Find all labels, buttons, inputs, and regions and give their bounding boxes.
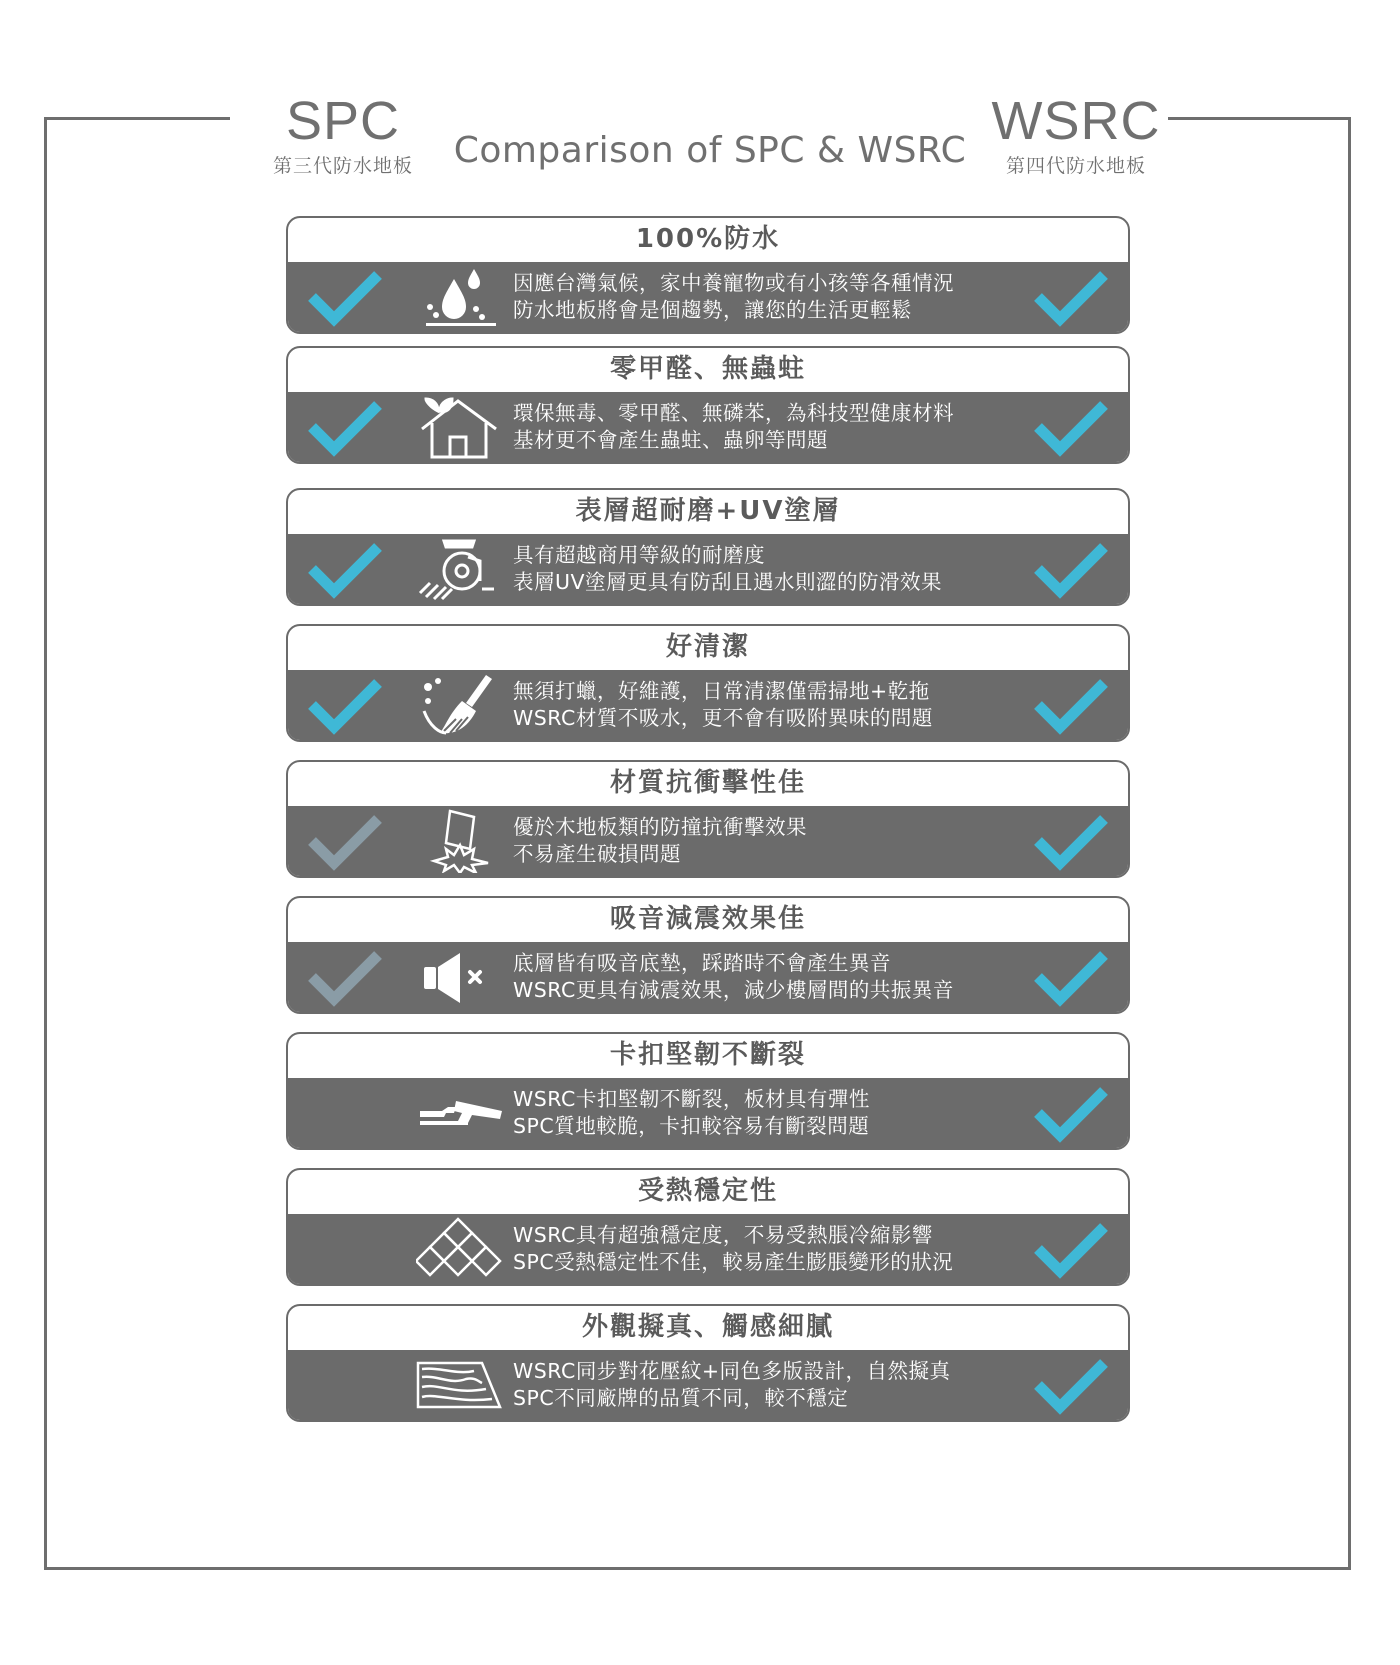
description-line: WSRC更具有減震效果，減少樓層間的共振異音 — [513, 978, 954, 1002]
description-line: SPC不同廠牌的品質不同，較不穩定 — [513, 1386, 849, 1410]
description-line: WSRC卡扣堅韌不斷裂，板材具有彈性 — [513, 1087, 870, 1111]
description-line: 表層UV塗層更具有防刮且遇水則澀的防滑效果 — [513, 570, 943, 594]
wsrc-brand — [986, 92, 1166, 178]
feature-card — [286, 1304, 1130, 1422]
broom-icon — [416, 673, 502, 737]
feature-card — [286, 346, 1130, 464]
feature-body — [288, 1214, 1128, 1284]
feature-body — [288, 262, 1128, 332]
feature-description — [513, 1358, 951, 1412]
feature-body — [288, 1350, 1128, 1420]
feature-body — [288, 534, 1128, 604]
feature-description — [513, 678, 933, 732]
spc-check-icon — [306, 811, 384, 871]
feature-body — [288, 942, 1128, 1012]
description-line: SPC質地較脆，卡扣較容易有斷裂問題 — [513, 1114, 870, 1138]
spc-check-icon — [306, 947, 384, 1007]
parquet-tiles-icon — [416, 1217, 502, 1281]
frame-line-right — [1348, 117, 1351, 1570]
feature-description — [513, 814, 807, 868]
feature-body — [288, 806, 1128, 876]
feature-title: 材質抗衝擊性佳 — [609, 768, 806, 798]
frame-line-top-left — [44, 117, 230, 120]
feature-body — [288, 392, 1128, 462]
caster-wheel-icon — [416, 537, 502, 601]
description-line: 不易產生破損問題 — [513, 842, 681, 866]
feature-title: 吸音減震效果佳 — [609, 904, 806, 934]
description-line: 因應台灣氣候，家中養寵物或有小孩等各種情況 — [513, 271, 954, 295]
description-line: 防水地板將會是個趨勢，讓您的生活更輕鬆 — [513, 298, 912, 322]
wsrc-check-icon — [1032, 675, 1110, 735]
feature-card — [286, 760, 1130, 878]
wsrc-check-icon — [1032, 267, 1110, 327]
feature-card — [286, 1168, 1130, 1286]
wsrc-subtitle: 第四代防水地板 — [1005, 155, 1146, 177]
wood-grain-icon — [416, 1353, 502, 1417]
feature-body — [288, 670, 1128, 740]
frame-line-left — [44, 117, 47, 1570]
wsrc-check-icon — [1032, 1219, 1110, 1279]
feature-card — [286, 216, 1130, 334]
feature-title: 表層超耐磨+UV塗層 — [575, 496, 841, 526]
spc-check-icon — [306, 675, 384, 735]
feature-title: 好清潔 — [665, 632, 750, 662]
click-lock-icon — [416, 1081, 502, 1145]
feature-card — [286, 488, 1130, 606]
frame-line-bottom — [44, 1567, 1351, 1570]
feature-description — [513, 1222, 953, 1276]
description-line: 底層皆有吸音底墊，踩踏時不會產生異音 — [513, 951, 891, 975]
description-line: 優於木地板類的防撞抗衝擊效果 — [513, 815, 807, 839]
spc-brand — [258, 92, 428, 178]
water-drops-icon — [416, 265, 502, 329]
spc-check-icon — [306, 539, 384, 599]
feature-card — [286, 624, 1130, 742]
feature-title: 零甲醛、無蟲蛀 — [609, 354, 806, 384]
page-title: Comparison of SPC & WSRC — [453, 130, 967, 171]
description-line: 具有超越商用等級的耐磨度 — [513, 543, 765, 567]
spc-check-icon — [306, 397, 384, 457]
description-line: SPC受熱穩定性不佳，較易產生膨脹變形的狀況 — [513, 1250, 954, 1274]
wsrc-check-icon — [1032, 539, 1110, 599]
spc-subtitle: 第三代防水地板 — [272, 155, 413, 177]
description-line: WSRC材質不吸水，更不會有吸附異味的問題 — [513, 706, 933, 730]
feature-description — [513, 950, 954, 1004]
feature-description — [513, 400, 954, 454]
feature-body — [288, 1078, 1128, 1148]
feature-description — [513, 270, 954, 324]
wsrc-check-icon — [1032, 397, 1110, 457]
description-line: 基材更不會產生蟲蛀、蟲卵等問題 — [513, 428, 828, 452]
description-line: 無須打蠟，好維護，日常清潔僅需掃地+乾拖 — [513, 679, 930, 703]
eco-house-icon — [416, 395, 502, 459]
description-line: 環保無毒、零甲醛、無磷苯，為科技型健康材料 — [513, 401, 954, 425]
feature-title: 外觀擬真、觸感細膩 — [581, 1312, 834, 1342]
feature-card — [286, 1032, 1130, 1150]
speaker-mute-icon — [416, 945, 502, 1009]
feature-description — [513, 542, 942, 596]
wsrc-check-icon — [1032, 811, 1110, 871]
feature-title: 卡扣堅韌不斷裂 — [609, 1040, 806, 1070]
feature-title: 受熱穩定性 — [637, 1176, 778, 1206]
wsrc-check-icon — [1032, 947, 1110, 1007]
wsrc-name: WSRC — [991, 91, 1161, 151]
frame-line-top-right — [1168, 117, 1351, 120]
spc-check-icon — [306, 267, 384, 327]
feature-title: 100%防水 — [635, 224, 781, 254]
wsrc-check-icon — [1032, 1083, 1110, 1143]
feature-description — [513, 1086, 870, 1140]
impact-icon — [416, 809, 502, 873]
description-line: WSRC具有超強穩定度，不易受熱脹冷縮影響 — [513, 1223, 933, 1247]
spc-name: SPC — [285, 91, 401, 151]
description-line: WSRC同步對花壓紋+同色多版設計，自然擬真 — [513, 1359, 951, 1383]
wsrc-check-icon — [1032, 1355, 1110, 1415]
feature-card — [286, 896, 1130, 1014]
